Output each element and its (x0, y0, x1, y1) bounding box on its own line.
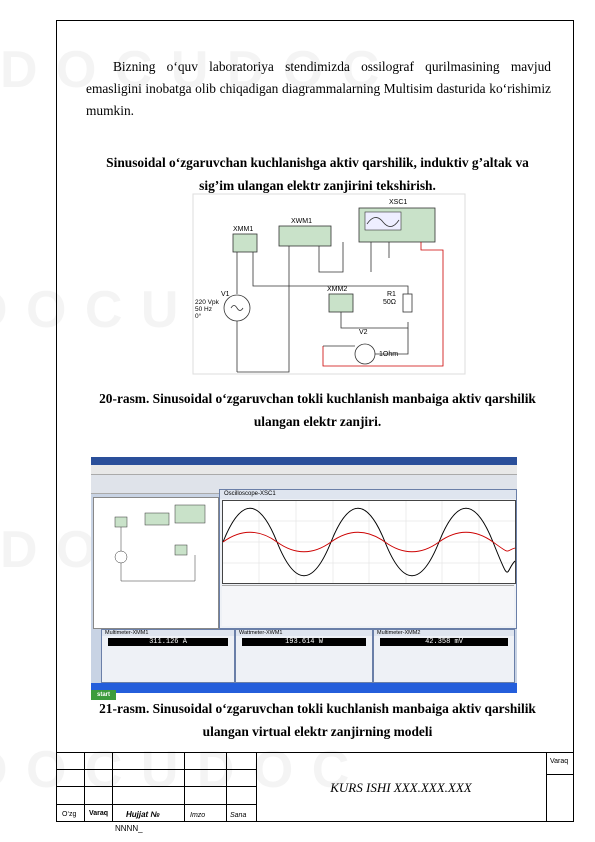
xmm2-instrument (329, 294, 353, 312)
figure2-caption-line2: ulangan virtual elektr zanjirning modeli (202, 723, 433, 739)
multimeter-xmm2-window (373, 629, 515, 683)
section-heading-line1: Sinusoidal o‘zgaruvchan kuchlanishga aktiv qarshilik, induktiv g’altak va (106, 155, 529, 170)
circuit-schematic (193, 194, 465, 374)
r1-resistor (403, 294, 412, 312)
xsc1-label: XSC1 (389, 199, 408, 206)
figure1-caption (80, 388, 555, 433)
xwm1-label: XWM1 (291, 218, 312, 225)
figure2-caption-line1: 21-rasm. Sinusoidal o‘zgaruvchan tokli kuchlanish manbaiga aktiv qarshilik (99, 701, 536, 716)
title-block-col-6 (546, 752, 547, 822)
figure1-caption-line2: ulangan elektr zanjiri. (253, 413, 382, 429)
section-heading (80, 152, 555, 197)
oscilloscope-window (219, 489, 517, 629)
xwm1-instrument (279, 226, 331, 246)
title-block-col-4 (226, 752, 227, 822)
stamp-imzo-label: Imzo (190, 812, 206, 819)
multimeter-xmm1-window (101, 629, 235, 683)
v1-phase: 0° (195, 313, 202, 320)
stamp-varaq-right-label: Varaq (550, 758, 569, 765)
title-block-top-line (56, 752, 574, 753)
wattmeter-xwm1-title: Wattmeter-XWM1 (236, 630, 372, 636)
xmm1-instrument (233, 234, 257, 252)
multimeter-xmm2-title: Multimeter-XMM2 (374, 630, 514, 636)
figure2-caption (80, 698, 555, 743)
multisim-menubar (91, 465, 517, 475)
v2-label: V2 (359, 329, 368, 336)
multimeter-xmm1-title: Multimeter-XMM1 (102, 630, 234, 636)
v1-label: V1 (221, 291, 230, 298)
multisim-screenshot (91, 457, 517, 698)
figure1-caption-line1: 20-rasm. Sinusoidal o‘zgaruvchan tokli kuchlanish manbaiga aktiv qarshilik (99, 391, 536, 406)
stamp-document-title: KURS ISHI XXX.XXX.XXX (330, 780, 472, 795)
xmm1-label: XMM1 (233, 226, 254, 233)
multimeter-xmm2-display: 42.358 mV (380, 638, 508, 646)
multisim-titlebar (91, 457, 517, 465)
stamp-sana-label: Sana (230, 812, 247, 819)
multimeter-xmm1-display: 311.126 A (108, 638, 228, 646)
xmm2-label: XMM2 (327, 286, 348, 293)
oscilloscope-screen (222, 500, 516, 584)
oscilloscope-controls (222, 585, 514, 626)
oscilloscope-titlebar: Oscilloscope-XSC1 (220, 490, 516, 499)
r1-label: R1 (387, 291, 396, 298)
windows-taskbar (91, 683, 517, 698)
start-button: start (91, 690, 116, 700)
title-block-varaq-line (546, 774, 574, 775)
v1-frequency: 50 Hz (195, 306, 212, 313)
v1-voltage: 220 Vpk (195, 299, 219, 306)
wattmeter-xwm1-window (235, 629, 373, 683)
stamp-ozg-label: O‘zg (62, 811, 77, 818)
intro-paragraph: Bizning o‘quv laboratoriya stendimizda ossilograf qurilmasining mavjud emasligini inobatga olib chiqadigan diagrammalarning Multisim dasturida ko‘rishimiz mumkin. (86, 59, 551, 118)
title-block-col-3 (184, 752, 185, 822)
stamp-hujjat-label: Hujjat № (126, 810, 160, 819)
stamp-nnnn: NNNN_ (115, 824, 143, 833)
section-heading-line2: sig’im ulangan elektr zanjirini tekshirish. (199, 177, 436, 193)
r1-value: 50Ω (383, 299, 397, 306)
wattmeter-xwm1-display: 193.614 W (242, 638, 366, 646)
stamp-varaq-label: Varaq (89, 810, 109, 817)
title-block-col-1 (84, 752, 85, 822)
title-block-col-2 (112, 752, 113, 822)
title-block (56, 752, 574, 822)
v2-value: 1Ohm (379, 351, 399, 358)
workspace-mini-schematic (105, 505, 215, 585)
